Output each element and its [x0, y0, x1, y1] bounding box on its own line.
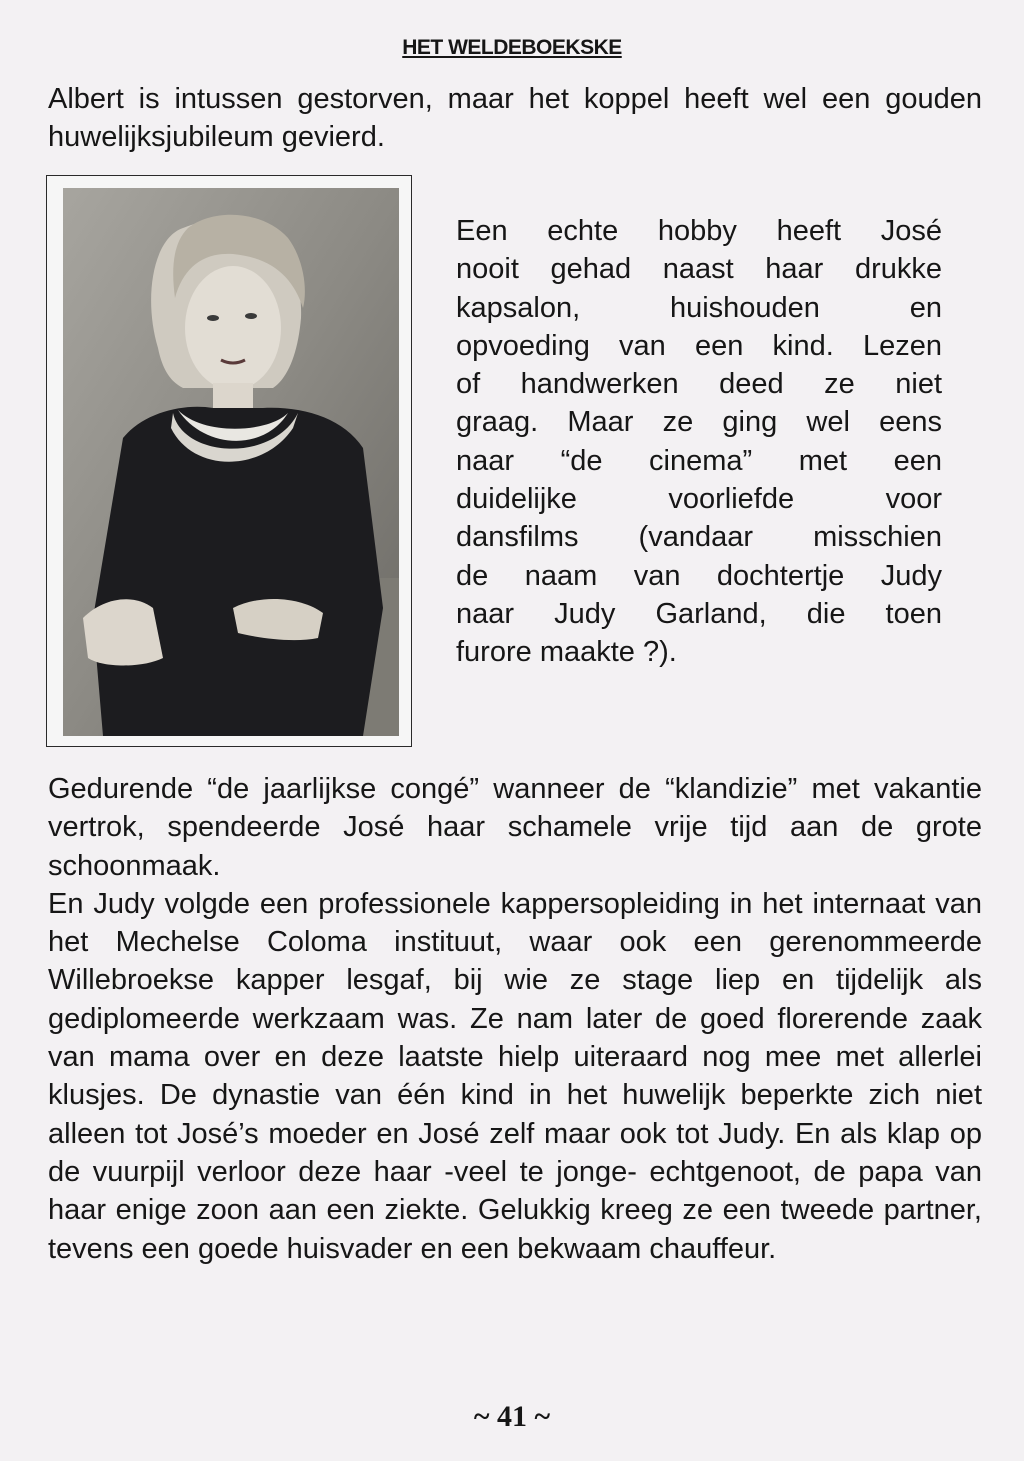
- body-paragraph-1: Gedurende “de jaarlijkse congé” wanneer de “klandizie” met vakantie vertrok, spendeerde José haar schamele vrije tijd aan de grote schoonmaak.: [48, 773, 982, 882]
- side-text-line: furore maakte ?).: [456, 636, 677, 669]
- side-text-line: naar “de cinema” met een: [456, 444, 942, 477]
- page-number: ~ 41 ~: [473, 1400, 551, 1433]
- side-text-line: dansfilms (vandaar misschien: [456, 521, 942, 554]
- intro-paragraph: Albert is intussen gestorven, maar het koppel heeft wel een gouden huwelijksjubileum gevierd.: [48, 83, 982, 154]
- side-text-line: of handwerken deed ze niet: [456, 368, 942, 401]
- side-text-line: nooit gehad naast haar drukke: [456, 253, 942, 286]
- page-header-title: HET WELDEBOEKSKE: [402, 36, 622, 59]
- side-text-line: Een echte hobby heeft José: [456, 215, 942, 247]
- side-text-line: de naam van dochtertje Judy: [456, 559, 942, 592]
- body-text: [48, 770, 982, 1268]
- side-text-line: naar Judy Garland, die toen: [456, 597, 942, 630]
- portrait-photo-icon: [63, 188, 399, 736]
- side-text-line: duidelijke voorliefde voor: [456, 483, 942, 516]
- side-text-line: graag. Maar ze ging wel eens: [456, 406, 942, 439]
- side-text-block: [456, 212, 942, 672]
- photo-frame: [46, 175, 412, 747]
- side-text-line: kapsalon, huishouden en: [456, 291, 942, 324]
- side-text-line: opvoeding van een kind. Lezen: [456, 329, 942, 362]
- body-paragraph-2: En Judy volgde een professionele kappersopleiding in het internaat van het Mechelse Coloma instituut, waar ook een gerenommeerde Willebroekse kapper lesgaf, bij wie ze stage liep en tijdelijk als gediplomeerde werkzaam was. Ze nam later de goed florerende zaak van mama over en deze laatste hielp uiteraard nog mee met allerlei klusjes. De dynastie van één kind in het huwelijk beperkte zich niet alleen tot José’s moeder en José zelf maar ook tot Judy. En als klap op de vuurpijl verloor deze haar -veel te jonge- echtgenoot, de papa van haar enige zoon aan een ziekte. Gelukkig kreeg ze een tweede partner, tevens een goede huisvader en een bekwaam chauffeur.: [48, 887, 982, 1265]
